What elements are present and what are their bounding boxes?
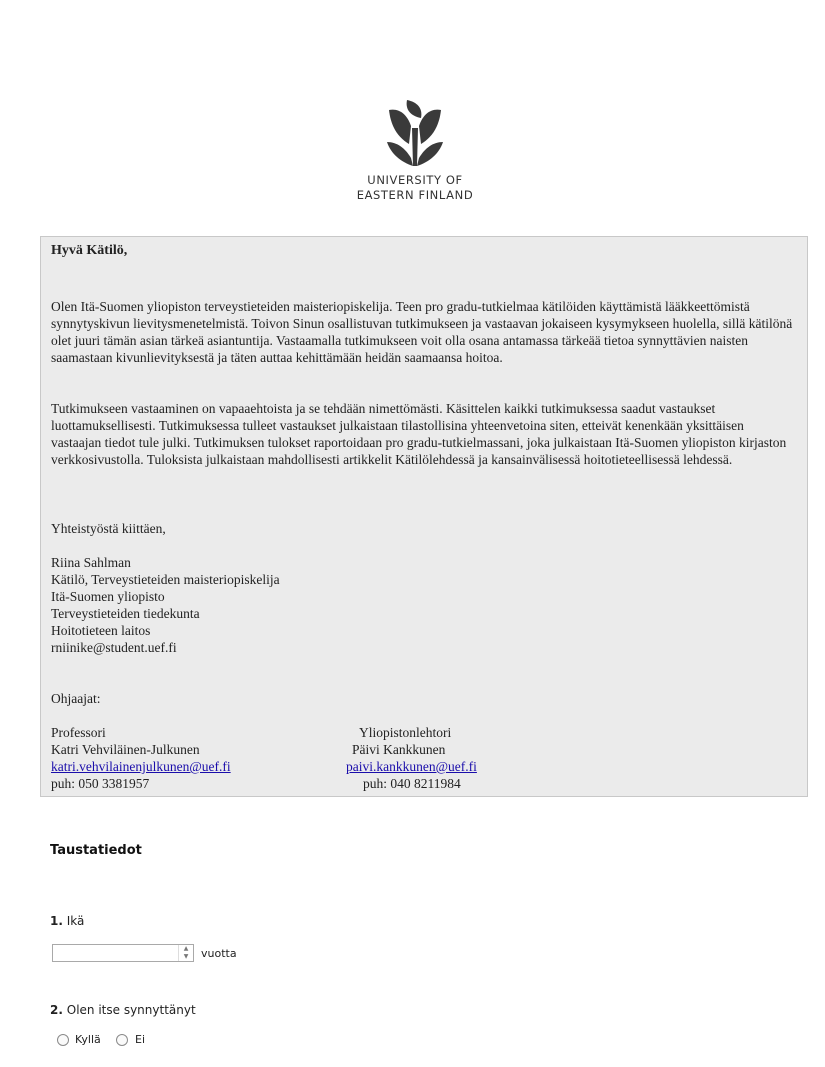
university-emblem-icon (385, 98, 445, 166)
age-unit: vuotta (201, 947, 237, 960)
supervisor1-title: Professori (51, 725, 106, 740)
supervisor2-email-link[interactable]: paivi.kankkunen@uef.fi (346, 759, 477, 774)
intro-paragraph-1: Olen Itä-Suomen yliopiston terveystieteiden maisteriopiskelija. Teen pro gradu-tutkielmaa kätilöiden käyttämistä lääkkeettömistä synnytyskivun lievitysmenetelmistä. Toivon Sinun osallistuvan tutkimukseen ja vastaavan jokaiseen kysymykseen huolella, sillä kätilönä olet juuri tämän asian tärkeä asiantuntija. Vastaamalla tutkimukseen voit olla osana antamassa tärkeää tietoa synnyttävien naisten saamastaan kivunlievityksestä ja täten auttaa kehittämään heidän saamaansa hoitoa. (51, 299, 793, 365)
supervisors-label: Ohjaajat: (51, 691, 101, 706)
supervisor2-phone: puh: 040 8211984 (363, 776, 461, 791)
question-1-text: Ikä (66, 914, 85, 928)
signature-email: rniinike@student.uef.fi (51, 640, 177, 655)
question-2-text: Olen itse synnyttänyt (66, 1003, 196, 1017)
logo-text-line2: EASTERN FINLAND (356, 188, 474, 202)
university-logo (345, 98, 485, 203)
radio-no[interactable] (116, 1034, 128, 1046)
age-input[interactable] (53, 949, 181, 965)
intro-letter (40, 236, 808, 797)
signature-department: Hoitotieteen laitos (51, 623, 151, 638)
section-title: Taustatiedot (50, 843, 142, 858)
signature-faculty: Terveystieteiden tiedekunta (51, 606, 200, 621)
signature-name: Riina Sahlman (51, 555, 131, 570)
closing: Yhteistyöstä kiittäen, (51, 521, 166, 536)
question-2-label (50, 1003, 196, 1017)
age-stepper[interactable] (52, 944, 194, 962)
radio-yes[interactable] (57, 1034, 69, 1046)
question-1-label (50, 914, 84, 928)
supervisor1-email-link[interactable]: katri.vehvilainenjulkunen@uef.fi (51, 759, 231, 774)
signature-title: Kätilö, Terveystieteiden maisteriopiskelija (51, 572, 280, 587)
stepper-arrows-icon[interactable]: ▲ ▼ (178, 945, 193, 961)
radio-yes-label[interactable]: Kyllä (75, 1033, 101, 1046)
supervisor2-title: Yliopistonlehtori (359, 725, 452, 740)
greeting: Hyvä Kätilö, (51, 243, 128, 258)
signature-university: Itä-Suomen yliopisto (51, 589, 165, 604)
question-1-number: 1. (50, 914, 63, 928)
logo-text-line1: UNIVERSITY OF (367, 173, 463, 187)
supervisor1-phone: puh: 050 3381957 (51, 776, 150, 791)
supervisor2-name: Päivi Kankkunen (352, 742, 446, 757)
intro-paragraph-2: Tutkimukseen vastaaminen on vapaaehtoista ja se tehdään nimettömästi. Käsittelen kaikki tutkimuksessa saadut vastaukset luottamuksellisesti. Tutkimuksessa tulleet vastaukset julkaistaan tilastollisina yhteenvetoina siten, etteivät kenenkään yksittäisen vastaajan tiedot tule julki. Tutkimuksen tulokset raportoidaan pro gradu-tutkielmassani, joka julkaistaan Itä-Suomen yliopiston kirjaston verkkosivustolla. Tuloksista julkaistaan mahdollisesti artikkelit Kätilölehdessä ja kansainvälisessä hoitotieteellisessä lehdessä. (51, 401, 787, 467)
radio-no-label[interactable]: Ei (135, 1033, 146, 1046)
question-2-number: 2. (50, 1003, 63, 1017)
supervisor1-name: Katri Vehviläinen-Julkunen (51, 742, 200, 757)
